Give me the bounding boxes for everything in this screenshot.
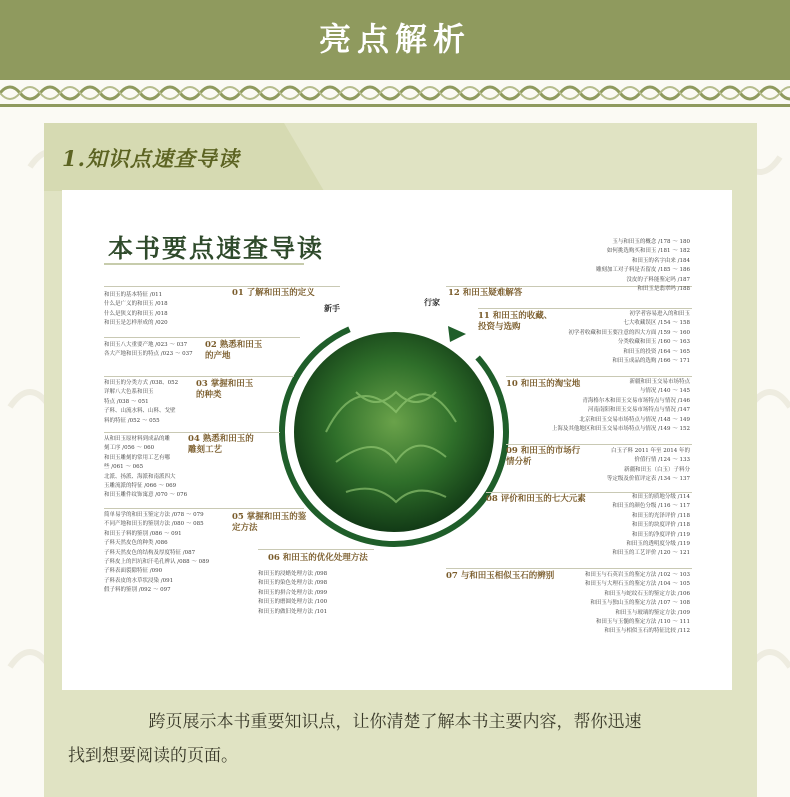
list-item: 和田玉的投资 /164 ～ 165 [623,348,690,355]
section-tab-title: 1.知识点速查导读 [62,146,240,171]
list-item: 和田玉的基本特征 /011 [104,292,163,298]
section-divider [506,376,692,377]
list-item: 和田玉雕刻的常用工艺有哪 [104,454,171,461]
section-heading-04: 04 熟悉和田玉的雕刻工艺 [188,434,254,455]
expert-label: 行家 [424,297,440,307]
section-items-11 [530,310,690,366]
list-item: 和田玉的质地分级 /114 [631,494,690,500]
list-item: 价值行情 /124 ～ 133 [634,457,690,464]
list-item: 玉雕流派的特征 /066 ～ 069 [104,483,177,490]
list-item: 和田玉与大理石玉的鉴定方法 /104 ～ 105 [584,581,690,588]
list-item: 特点 /038 ～ 051 [104,398,149,405]
top-banner [0,0,790,77]
list-item: 玉与和田玉的概念 /178 ～ 180 [612,239,690,245]
list-item: 和田玉的染色处理方法 /098 [258,580,328,587]
list-item: 和田玉的分类方式 /038、052 [104,380,179,386]
section-divider [104,286,340,287]
page-title: 本书要点速查导读 [108,234,325,263]
list-item: 和田玉雕件纹饰寓意 /070 ～ 076 [104,492,188,499]
section-heading-01: 01 了解和田玉的定义 [232,288,315,298]
list-item: 从和田玉原材料到成品的雕 [104,436,171,442]
section-heading-08: 08 评价和田玉的七大元素 [486,494,586,504]
section-items-07 [560,571,690,637]
list-item: 等定级及价值评定表 /134 ～ 137 [606,476,690,483]
newbie-label: 新手 [324,303,340,313]
section-items-08 [580,493,690,559]
list-item: 和田玉的浸蜡处理方法 /098 [258,571,328,577]
list-item: 些 /061 ～ 065 [104,464,144,471]
list-item: 和田玉与蛇纹石玉的鉴定方法 /106 [604,590,690,597]
list-item: 青海格尔木和田玉交易市场特点与情况 /146 [582,397,690,404]
list-item: 子料、山流水料、山料、戈壁 [104,408,176,415]
list-item: 和田玉八大重要产地 /023 ～ 037 [104,342,188,348]
list-item: 和田玉的磨圆处理方法 /100 [258,599,328,606]
section-heading-02: 02 熟悉和田玉的产地 [205,340,263,361]
list-item: 雕刻加工对子料是否留皮 /185 ～ 186 [595,267,690,274]
section-items-09 [580,447,690,485]
list-item: 河南南阳和田玉交易市场特点与情况 /147 [587,407,690,414]
list-item: 七大收藏误区 /154 ～ 158 [623,320,690,327]
decorative-border [0,77,790,107]
section-items-02 [104,341,193,360]
list-item: 如何挑选购买和田玉 /181 ～ 182 [606,248,690,255]
list-item: 子料天然皮色的种类 /086 [104,540,168,547]
list-item: 假子料的鉴别 /092 ～ 097 [104,587,171,594]
section-items-04 [104,435,187,501]
list-item: 和田玉成品的选购 /166 ～ 171 [612,358,690,365]
section-heading-05: 05 掌握和田玉的鉴定方法 [232,512,307,533]
section-heading-06: 06 和田玉的优化处理方法 [268,553,368,563]
list-item: 和田玉是怎样形成的 /020 [104,320,168,327]
list-item: 和田玉与玻璃的鉴定方法 /109 [615,609,690,616]
section-divider [104,508,304,509]
list-item: 和田玉子料的鉴别 /086 ～ 091 [104,530,182,537]
list-item: 详解八大色系和田玉 [104,389,154,396]
list-item: 料的特征 /052 ～ 055 [104,417,160,424]
list-item: 和田玉与相似玉石的特征比较 /112 [604,628,690,635]
list-item: 和田玉是翡翠吗 /188 [637,286,690,293]
caption [0,705,790,773]
section-heading-11: 11 和田玉的收藏、投资与选购 [478,311,553,332]
list-item: 北京和田玉交易市场特点与情况 /148 ～ 149 [579,416,690,423]
list-item: 初学者收藏和田玉要注意的四大方面 /159 ～ 160 [568,329,690,336]
list-item: 和田玉的做旧处理方法 /101 [258,608,328,615]
title-underline [104,263,304,265]
section-items-10 [520,378,690,434]
list-item: 和田玉的块度评价 /118 [631,522,690,529]
list-item: 白玉子料 2011 年至 2014 年的 [611,448,690,454]
list-item: 刻工序 /056 ～ 060 [104,445,155,452]
list-item: 什么是广义的和田玉 /018 [104,301,168,308]
section-divider [478,308,692,309]
list-item: 和田玉与独山玉的鉴定方法 /107 ～ 108 [590,600,690,607]
list-item: 和田玉的工艺评价 /120 ～ 121 [612,550,690,557]
list-item: 新疆和田玉交易市场特点 [629,379,690,385]
list-item: 和田玉的净度评价 /119 [631,531,690,538]
section-items-03 [104,379,178,426]
list-item: 和田玉与玉髓的鉴定方法 /110 ～ 111 [595,619,690,626]
banner-title: 亮点解析 [318,20,471,58]
list-item: 子料皮上的凹坑和汗毛孔辨认 /088 ～ 089 [104,559,210,566]
section-items-12 [560,238,690,294]
caption-line-1: 跨页展示本书重要知识点，让你清楚了解本书主要内容，帮你迅速 [148,712,642,732]
section-divider [104,376,294,377]
list-item: 各大产地和田玉的特点 /023 ～ 037 [104,351,193,358]
list-item: 新疆和田玉（白玉）子料分 [623,466,690,473]
list-item: 和田玉的拼合处理方法 /099 [258,589,328,596]
section-items-01 [104,291,168,329]
list-item: 子料天然皮色的结构及厚度特征 /087 [104,549,196,556]
section-divider [506,444,692,445]
section-items-05 [104,511,209,596]
list-item: 和田玉的颜色分级 /116 ～ 117 [612,503,690,510]
section-divider [104,432,280,433]
section-heading-12: 12 和田玉疑难解答 [448,288,523,298]
list-item: 和田玉与石英岩玉的鉴定方法 /102 ～ 103 [584,572,690,578]
list-item: 不同产地和田玉的鉴别方法 /080 ～ 085 [104,521,204,528]
section-heading-09: 09 和田玉的市场行情分析 [506,446,581,467]
list-item: 子料表皮的水草状浸染 /091 [104,577,174,584]
section-divider [446,568,692,569]
section-divider [104,337,300,338]
list-item: 什么是狭义的和田玉 /018 [104,310,168,317]
list-item: 简单易学的和田玉鉴定方法 /078 ～ 079 [104,512,204,518]
list-item: 和田玉的名字由来 /184 [631,257,690,264]
list-item: 初学者容易进入的和田玉 [629,311,690,317]
list-item: 与情况 /140 ～ 145 [639,388,690,395]
section-heading-10: 10 和田玉的淘宝地 [506,379,581,389]
section-heading-03: 03 掌握和田玉的种类 [196,379,254,400]
section-items-06 [258,570,327,617]
list-item: 北派、扬派、海派和南派四大 [104,473,176,480]
list-item: 分类收藏和田玉 /160 ～ 163 [617,339,690,346]
caption-line-2: 找到想要阅读的页面。 [68,746,238,766]
list-item: 上海及其他地区和田玉交易市场特点与情况 /149 ～ 152 [551,426,690,433]
list-item: 没皮的子料能鉴定吗 /187 [626,276,690,283]
section-divider [258,549,374,550]
list-item: 和田玉的光泽评价 /118 [631,512,690,519]
list-item: 和田玉的透明度分级 /119 [626,541,690,548]
list-item: 子料表面裂隙特征 /090 [104,568,163,575]
section-heading-07: 07 与和田玉相似玉石的辨别 [446,571,555,581]
